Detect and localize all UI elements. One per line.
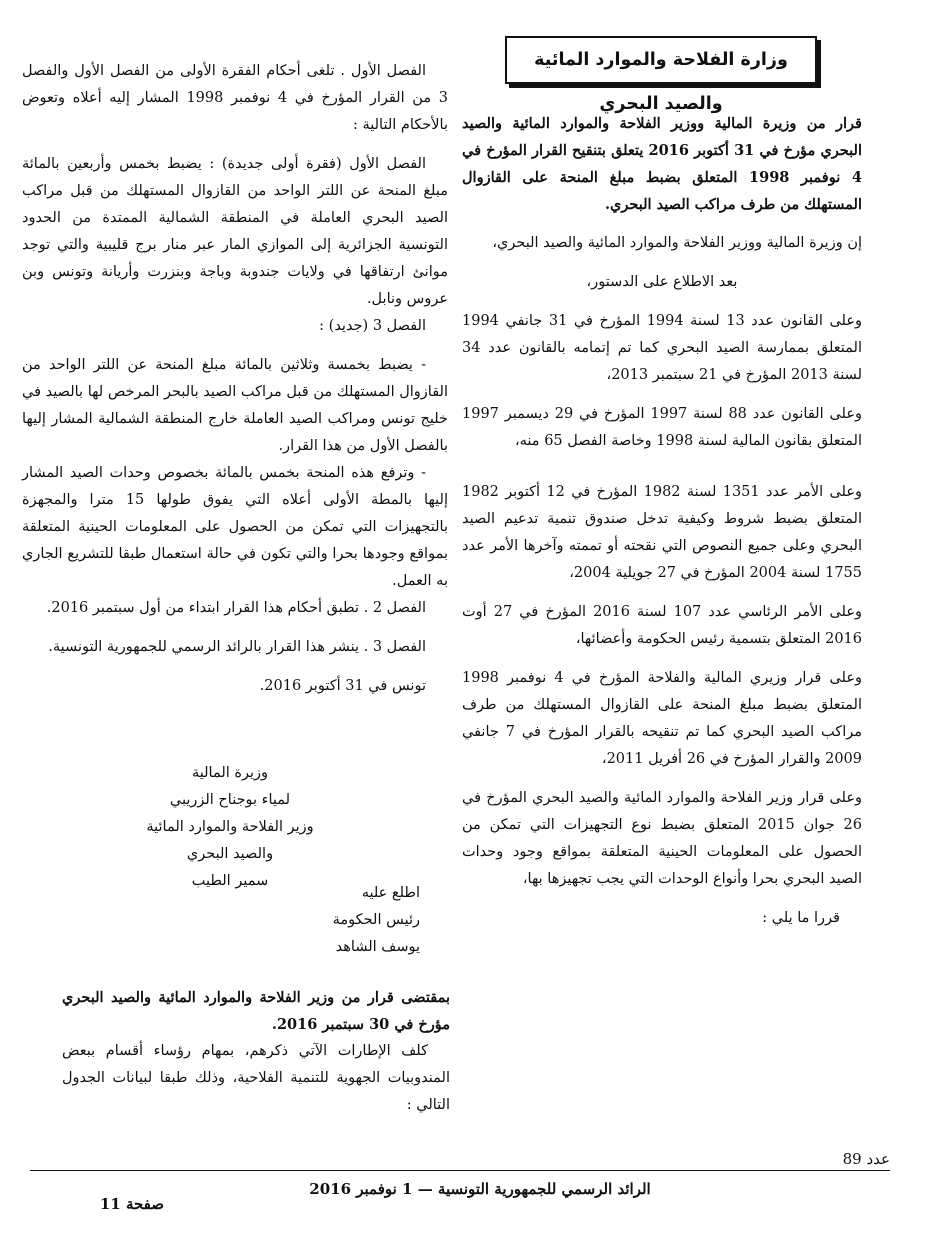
footer-divider bbox=[30, 1170, 890, 1171]
recital-decision-2015: وعلى قرار وزير الفلاحة والموارد المائية والصيد البحري المؤرخ في 26 جوان 2015 المتعلق بضبط نوع التجهيزات التي تمكن من الحصول على المعلومات الحينية المتعلقة بمواقع وجود وحدات الصيد البحري بحرا وأنواع الوحدات التي يجب تجهيزها بها، bbox=[462, 790, 862, 887]
decree-date-place: تونس في 31 أكتوبر 2016. bbox=[259, 678, 426, 694]
agri-minister-title-2: والصيد البحري bbox=[186, 846, 274, 862]
signature-block-pm bbox=[300, 880, 420, 961]
article-3-new-heading: الفصل 3 (جديد) : bbox=[319, 318, 426, 334]
signature-block-ministers bbox=[130, 760, 330, 895]
recital-order-1982: وعلى الأمر عدد 1351 لسنة 1982 المؤرخ في 12 أكتوبر 1982 المتعلق بضبط شروط وكيفية تدخل صندوق تنمية تدعيم الصيد البحري وعلى جميع النصوص التي نقحته أو تممته وآخرها الأمر عدد 1755 لسنة 2004 المؤرخ في 27 جويلية 2004، bbox=[462, 484, 862, 581]
issue-number: عدد 89 bbox=[842, 1150, 890, 1168]
finance-minister-title: وزيرة المالية bbox=[191, 765, 269, 781]
article-2: الفصل 2 . تطبق أحكام هذا القرار ابتداء من أول سبتمبر 2016. bbox=[46, 600, 426, 616]
gazette-footer-title: الرائد الرسمي للجمهورية التونسية — 1 نوفمبر 2016 bbox=[309, 1180, 651, 1198]
recital-presidential-order: وعلى الأمر الرئاسي عدد 107 لسنة 2016 المؤرخ في 27 أوت 2016 المتعلق بتسمية رئيس الحكومة وأعضائها، bbox=[462, 604, 862, 647]
second-decree-title: بمقتضى قرار من وزير الفلاحة والموارد المائية والصيد البحري مؤرخ في 30 سبتمبر 2016. bbox=[62, 989, 450, 1033]
article-3-bullet-1: - يضبط بخمسة وثلاثين بالمائة مبلغ المنحة عن اللتر الواحد من القازوال المستهلك من قبل مراكب الصيد بالبحر المرخص لها بالصيد في خليج تونس ومراكب الصيد العاملة خارج المنطقة الشمالية المشار إليها بالفصل الأول من هذا القرار. bbox=[22, 357, 448, 454]
article-1: الفصل الأول . تلغى أحكام الفقرة الأولى من الفصل الأول والفصل 3 من القرار المؤرخ في 4 نوفمبر 1998 المشار إليه أعلاه وتعوض بالأحكام التالية : bbox=[22, 63, 448, 133]
decree-preamble: إن وزيرة المالية ووزير الفلاحة والموارد المائية والصيد البحري، bbox=[492, 235, 862, 251]
article-1-new-para: الفصل الأول (فقرة أولى جديدة) : يضبط بخمس وأربعين بالمائة مبلغ المنحة عن اللتر الواحد من القازوال المستهلك من قبل مراكب الصيد البحري العاملة في المنطقة الشمالية الممتدة من الحدود التونسية الجزائرية إلى الموازي المار عبر منار برج قليبية والتي توجد موانئ ارتفاقها في ولايات جندوبة وباجة وبنزرت وأريانة وتونس وبن عروس ونابل. bbox=[22, 156, 448, 307]
pm-title: رئيس الحكومة bbox=[332, 912, 420, 928]
second-decree-body: كلف الإطارات الآتي ذكرهم، بمهام رؤساء أقسام ببعض المندوبيات الجهوية للتنمية الفلاحية، وذلك طبقا لبيانات الجدول التالي : bbox=[62, 1043, 450, 1113]
decree-resolve: قررا ما يلي : bbox=[762, 910, 840, 926]
right-column bbox=[462, 110, 862, 932]
recital-decision-1998: وعلى قرار وزيري المالية والفلاحة المؤرخ في 4 نوفمبر 1998 المتعلق بضبط مبلغ المنحة على القازوال المستهلك من طرف مراكب الصيد البحري كما تم تنقيحه بالقرار المؤرخ في 7 جانفي 2009 والقرار المؤرخ في 26 أفريل 2011، bbox=[462, 670, 862, 767]
article-3-bullet-2: - وترفع هذه المنحة بخمس بالمائة بخصوص وحدات الصيد المشار إليها بالمطة الأولى أعلاه التي يفوق طولها 15 مترا والمجهزة بالتجهيزات التي تمكن من الحصول على المعلومات الحينية المتعلقة بمواقع وجودها بحرا والتي تكون في حالة استعمال طبقا للتشريع الجاري به العمل. bbox=[22, 465, 448, 589]
page-number: صفحة 11 bbox=[99, 1195, 164, 1213]
recital-law-1997: وعلى القانون عدد 88 لسنة 1997 المؤرخ في 29 ديسمبر 1997 المتعلق بقانون المالية لسنة 1998 وخاصة الفصل 65 منه، bbox=[462, 406, 862, 449]
decree-title: قرار من وزيرة المالية ووزير الفلاحة والموارد المائية والصيد البحري مؤرخ في 31 أكتوبر 2016 يتعلق بتنقيح القرار المؤرخ في 4 نوفمبر 1998 المتعلق بضبط مبلغ المنحة على القازوال المستهلك من طرف مراكب الصيد البحري. bbox=[462, 115, 862, 213]
agri-minister-title-1: وزير الفلاحة والموارد المائية bbox=[146, 819, 314, 835]
left-column bbox=[22, 58, 448, 700]
second-decree bbox=[62, 984, 450, 1119]
pm-name: يوسف الشاهد bbox=[335, 939, 420, 955]
agri-minister-name: سمير الطيب bbox=[191, 873, 269, 889]
recital-constitution: بعد الاطلاع على الدستور، bbox=[586, 274, 738, 290]
recital-law-1994: وعلى القانون عدد 13 لسنة 1994 المؤرخ في 31 جانفي 1994 المتعلق بممارسة الصيد البحري كما تم إتمامه بالقانون عدد 34 لسنة 2013 المؤرخ في 21 سبتمبر 2013، bbox=[462, 313, 862, 383]
seen-label: اطلع عليه bbox=[361, 885, 420, 901]
article-3: الفصل 3 . ينشر هذا القرار بالرائد الرسمي للجمهورية التونسية. bbox=[48, 639, 426, 655]
ministry-header: وزارة الفلاحة والموارد المائية والصيد البحري bbox=[505, 36, 817, 84]
finance-minister-name: لمياء بوجناح الزريبي bbox=[169, 792, 291, 808]
